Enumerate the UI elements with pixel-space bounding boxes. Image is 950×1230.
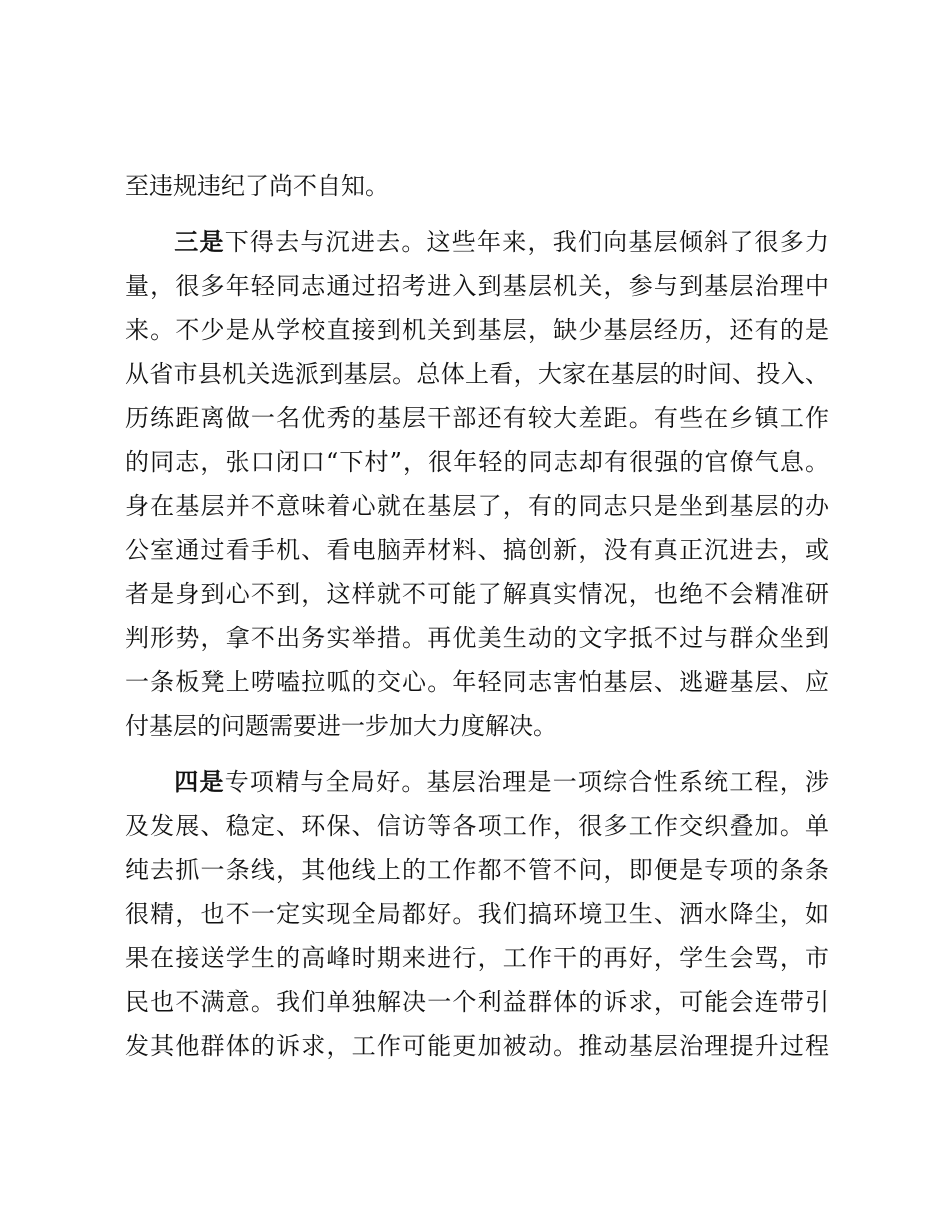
document-page [125,164,829,1068]
text-line: 量，很多年轻同志通过招考进入到基层机关，参与到基层治理中 [125,272,829,300]
text-line: 从省市县机关选派到基层。总体上看，大家在基层的时间、投入、 [125,360,829,388]
text-line: 民也不满意。我们单独解决一个利益群体的诉求，可能会连带引 [125,988,829,1016]
text-line: 身在基层并不意味着心就在基层了，有的同志只是坐到基层的办 [125,492,829,520]
paragraph-1 [125,220,829,748]
paragraph-0 [125,164,829,208]
text-line: 纯去抓一条线，其他线上的工作都不管不问，即便是专项的条条 [125,856,829,884]
text-line-first [125,760,829,804]
text-line: 公室通过看手机、看电脑弄材料、搞创新，没有真正沉进去，或 [125,536,829,564]
text-line: 付基层的问题需要进一步加大力度解决。 [125,712,557,740]
paragraph-gap [125,748,829,760]
paragraph-lead: 四是 [173,768,225,796]
text-line-first [125,220,829,264]
text-line: 及发展、稳定、环保、信访等各项工作，很多工作交织叠加。单 [125,812,829,840]
text-line: 果在接送学生的高峰时期来进行，工作干的再好，学生会骂，市 [125,944,829,972]
text-line: 判形势，拿不出务实举措。再优美生动的文字抵不过与群众坐到 [125,624,829,652]
paragraph-lead: 三是 [173,228,225,256]
paragraph-2 [125,760,829,1068]
first-line-text: 下得去与沉进去。这些年来，我们向基层倾斜了很多力 [224,228,829,256]
text-line: 很精，也不一定实现全局都好。我们搞环境卫生、洒水降尘，如 [125,900,829,928]
text-line: 历练距离做一名优秀的基层干部还有较大差距。有些在乡镇工作 [125,404,829,432]
text-line: 一条板凳上唠嗑拉呱的交心。年轻同志害怕基层、逃避基层、应 [125,668,829,696]
text-line: 至违规违纪了尚不自知。 [125,172,389,200]
text-line: 来。不少是从学校直接到机关到基层，缺少基层经历，还有的是 [125,316,829,344]
text-line: 发其他群体的诉求，工作可能更加被动。推动基层治理提升过程 [125,1032,829,1060]
paragraph-gap [125,208,829,220]
first-line-text: 专项精与全局好。基层治理是一项综合性系统工程，涉 [224,768,829,796]
text-line: 者是身到心不到，这样就不可能了解真实情况，也绝不会精准研 [125,580,829,608]
text-line: 的同志，张口闭口“下村”，很年轻的同志却有很强的官僚气息。 [125,448,829,476]
